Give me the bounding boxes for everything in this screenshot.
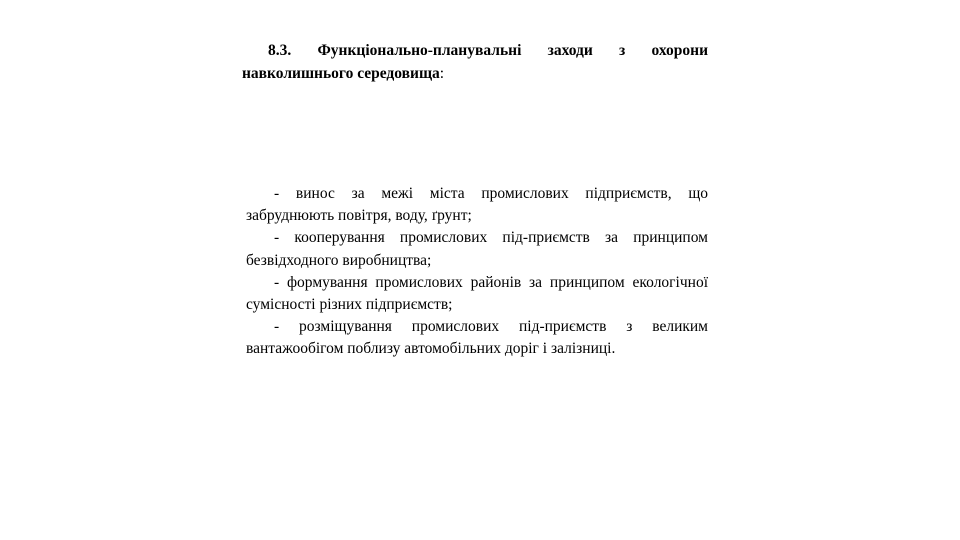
measures-list	[246, 183, 708, 361]
list-item: - винос за межі міста промислових підприємств, що забруднюють повітря, воду, ґрунт;	[246, 185, 708, 225]
section-heading-colon: :	[439, 65, 445, 82]
list-item: - формування промислових районів за принципом екологічної сумісності різних підприємств;	[246, 273, 708, 314]
section-heading	[242, 39, 708, 85]
list-item: - розміщування промислових під-приємств з великим вантажообігом поблизу автомобільних доріг і залізниці.	[246, 318, 708, 358]
section-heading-text: 8.3. Функціонально-планувальні заходи з охорони навколишнього середовища	[242, 42, 708, 82]
list-item: - кооперування промислових під-приємств за принципом безвідходного виробництва;	[246, 229, 708, 269]
